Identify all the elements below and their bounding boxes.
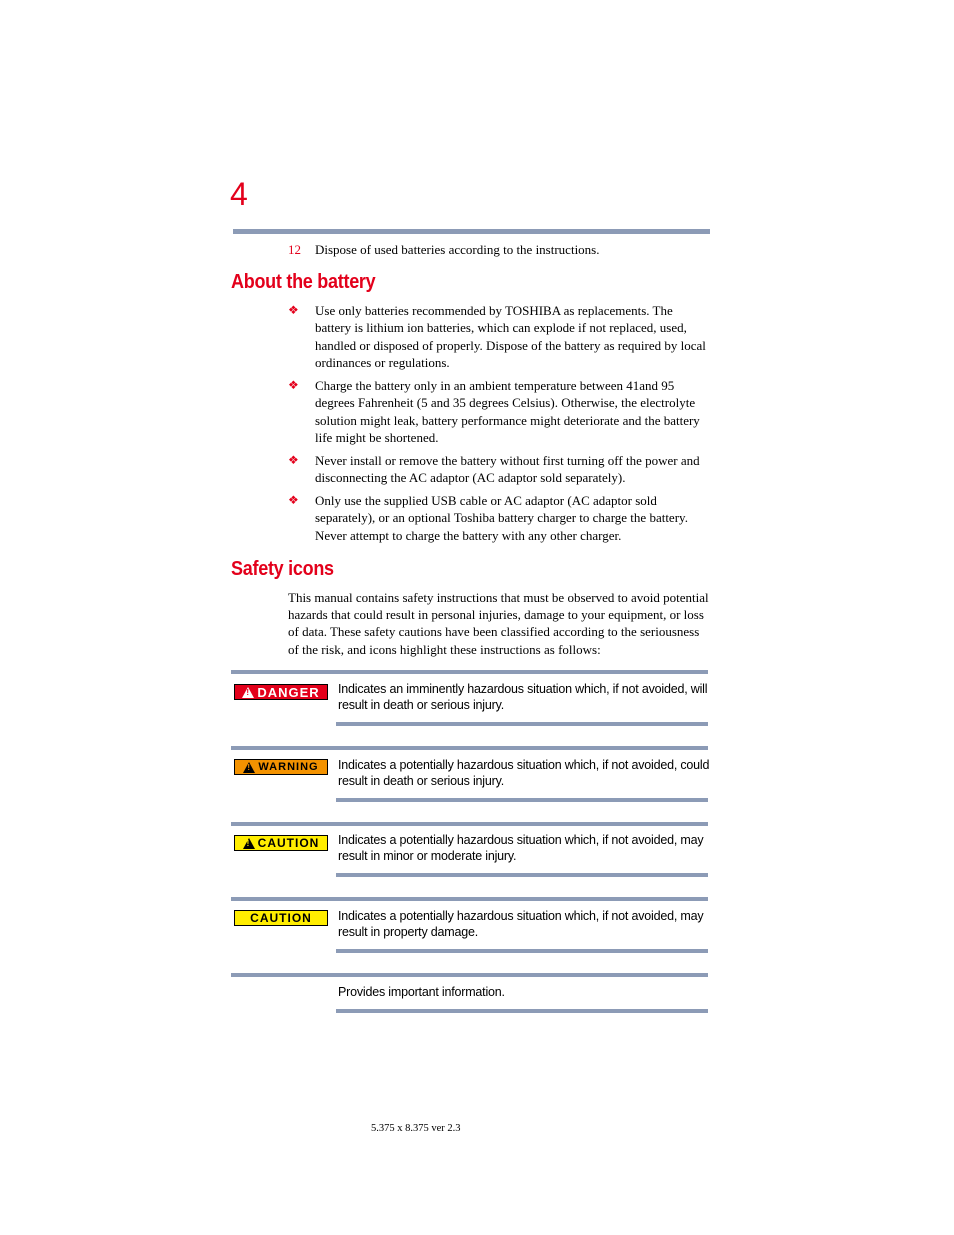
caution-badge xyxy=(234,835,328,851)
icon-description: Indicates a potentially hazardous situation which, if not avoided, may result in minor or moderate injury. xyxy=(338,833,704,863)
badge-label: DANGER xyxy=(257,684,320,700)
section-heading-safety: Safety icons xyxy=(231,558,334,580)
bullet-icon: ❖ xyxy=(288,453,299,467)
icon-description: Indicates an imminently hazardous situation which, if not avoided, will result in death or serious injury. xyxy=(338,682,708,712)
page-footer: 5.375 x 8.375 ver 2.3 xyxy=(371,1123,461,1134)
icon-rule-bottom xyxy=(336,798,708,802)
warning-badge xyxy=(234,759,328,775)
icon-description: Provides important information. xyxy=(338,985,505,999)
bullet-icon: ❖ xyxy=(288,303,299,317)
icon-rule-bottom xyxy=(336,873,708,877)
danger-badge xyxy=(234,684,328,700)
step-text: Dispose of used batteries according to the instructions. xyxy=(315,242,600,257)
icon-description: Indicates a potentially hazardous situation which, if not avoided, may result in property damage. xyxy=(338,909,704,939)
icon-rule-top xyxy=(231,822,708,826)
icon-rule-top xyxy=(231,897,708,901)
step-number: 12 xyxy=(288,242,301,257)
list-item: Use only batteries recommended by TOSHIBA as replacements. The battery is lithium ion batteries, which can explode if not replaced, used, handled or disposed of properly. Dispose of the battery as required by local ordinances or regulations. xyxy=(315,303,706,370)
icon-rule-top xyxy=(231,746,708,750)
icon-description: Indicates a potentially hazardous situation which, if not avoided, could result in death or serious injury. xyxy=(338,758,710,788)
caution-badge-property xyxy=(234,910,328,926)
safety-intro: This manual contains safety instructions that must be observed to avoid potential hazards that could result in personal injuries, damage to your equipment, or loss of data. These safety cautions have been classified according to the seriousness of the risk, and icons highlight these instructions as follows: xyxy=(288,590,709,657)
icon-rule-bottom xyxy=(336,949,708,953)
icon-rule-bottom xyxy=(336,1009,708,1013)
header-rule xyxy=(233,229,710,234)
list-item: Charge the battery only in an ambient temperature between 41and 95 degrees Fahrenheit (5 and 35 degrees Celsius). Otherwise, the electrolyte solution might leak, battery performance might deteriorate and the battery life might be shortened. xyxy=(315,378,700,445)
bullet-icon: ❖ xyxy=(288,493,299,507)
icon-rule-top xyxy=(231,670,708,674)
list-item: Only use the supplied USB cable or AC adaptor (AC adaptor sold separately), or an optional Toshiba battery charger to charge the battery. Never attempt to charge the battery with any other charger. xyxy=(315,493,688,543)
warning-triangle-icon xyxy=(242,687,254,698)
icon-rule-top xyxy=(231,973,708,977)
page-number: 4 xyxy=(230,176,248,212)
bullet-icon: ❖ xyxy=(288,378,299,392)
warning-triangle-icon xyxy=(243,838,255,849)
badge-label: CAUTION xyxy=(250,911,312,925)
section-heading-battery: About the battery xyxy=(231,271,376,293)
badge-label: CAUTION xyxy=(257,836,320,850)
list-item: Never install or remove the battery without first turning off the power and disconnecting the AC adaptor (AC adaptor sold separately). xyxy=(315,453,700,486)
icon-rule-bottom xyxy=(336,722,708,726)
warning-triangle-icon xyxy=(243,762,255,773)
badge-label: WARNING xyxy=(258,761,319,773)
